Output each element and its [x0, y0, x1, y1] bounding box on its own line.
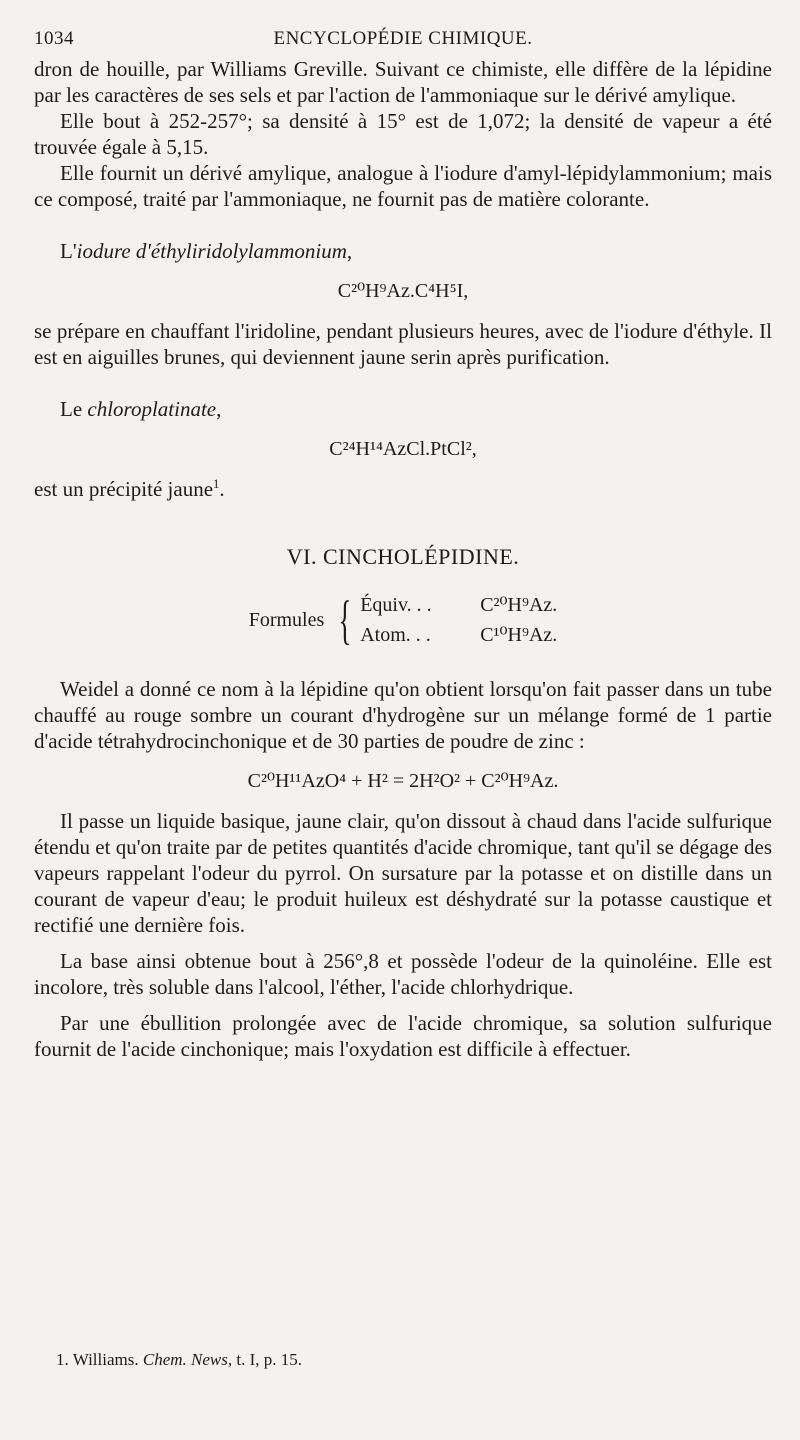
paragraph-5-text: est un précipité jaune — [34, 477, 214, 501]
paragraph-7: Il passe un liquide basique, jaune clair, qu'on dissout à chaud dans l'acide sulfurique étendu et qu'on traite par de petites quantités d'acide chromique, tant qu'il se dégage des vapeurs rappelant l'odeur du pyrrol. On sursature par la potasse et on distille dans un courant de vapeur d'eau; le produit huileux est déshydraté sur la potasse caustique et rectifié une dernière fois. — [34, 809, 772, 937]
formules-value: C¹⁰H⁹Az. — [480, 624, 558, 646]
paragraph-1: dron de houille, par Williams Greville. Suivant ce chimiste, elle diffère de la lépidine par les caractères de ses sels et par l'action de l'ammoniaque sur le dérivé amylique. — [34, 57, 772, 107]
paragraph-2: Elle bout à 252-257°; sa densité à 15° est de 1,072; la densité de vapeur a été trouvée égale à 5,15. — [34, 109, 772, 159]
footnote — [56, 1350, 302, 1370]
formules-block — [34, 590, 772, 650]
formula-chloroplatinate: C²⁴H¹⁴AzCl.PtCl², — [329, 438, 477, 460]
chloroplatinate-name: chloroplatinate — [87, 397, 217, 421]
formules-value: C²⁰H⁹Az. — [480, 594, 558, 616]
footnote-author: Williams. — [72, 1350, 139, 1369]
running-title: ENCYCLOPÉDIE CHIMIQUE. — [273, 28, 533, 49]
iodure-name: iodure d'éthyliridolylammonium — [76, 239, 347, 263]
formula-iodure: C²⁰H⁹Az.C⁴H⁵I, — [337, 280, 469, 302]
formules-row-equiv — [360, 590, 557, 620]
paragraph-5 — [34, 476, 772, 502]
equation: C²⁰H¹¹AzO⁴ + H² = 2H²O² + C²⁰H⁹Az. — [247, 770, 559, 792]
paragraph-6: Weidel a donné ce nom à la lépidine qu'on obtient lorsqu'on fait passer dans un tube chauffé au rouge sombre un courant d'hydrogène sur un mélange formé de 1 partie d'acide tétrahydrocinchonique et de 30 parties de poudre de zinc : — [34, 677, 772, 753]
paragraph-3: Elle fournit un dérivé amylique, analogue à l'iodure d'amyl-lépidylammonium; mais ce composé, traité par l'ammoniaque, ne fournit pas de matière colorante. — [34, 161, 772, 211]
paragraph-4: se prépare en chauffant l'iridoline, pendant plusieurs heures, avec de l'iodure d'éthyle. Il est en aiguilles brunes, qui deviennent jaune serin après purification. — [34, 319, 772, 369]
paragraph-9: Par une ébullition prolongée avec de l'acide chromique, sa solution sulfurique fournit de l'acide cinchonique; mais l'oxydation est difficile à effectuer. — [34, 1011, 772, 1061]
footnote-journal: Chem. News — [142, 1350, 228, 1369]
formules-rows — [360, 590, 557, 650]
footnote-ref-text: , t. I, p. 15. — [227, 1350, 302, 1369]
footnote-ref[interactable]: 1 — [213, 477, 220, 491]
section-heading: VI. CINCHOLÉPIDINE. — [286, 544, 520, 569]
chloro-label-prefix: Le — [60, 397, 88, 421]
iodure-label-prefix: L' — [60, 239, 77, 263]
paragraph-5-end: . — [219, 477, 225, 501]
page-number: 1034 — [34, 28, 74, 49]
footnote-number: 1. — [56, 1350, 69, 1369]
paragraph-8: La base ainsi obtenue bout à 256°,8 et possède l'odeur de la quinoléine. Elle est incolore, très soluble dans l'alcool, l'éther, l'acide chlorhydrique. — [34, 949, 772, 999]
formules-key: Atom. . . — [360, 624, 431, 646]
formules-row-atom — [360, 620, 557, 650]
brace-icon: { — [338, 590, 352, 650]
formules-label: Formules — [248, 608, 325, 631]
iodure-label — [34, 238, 772, 264]
chloro-label-suffix: , — [216, 397, 222, 421]
iodure-label-suffix: , — [346, 239, 353, 263]
running-head — [34, 28, 772, 50]
chloroplatinate-label — [34, 396, 772, 422]
formules-key: Équiv. . . — [360, 594, 432, 616]
